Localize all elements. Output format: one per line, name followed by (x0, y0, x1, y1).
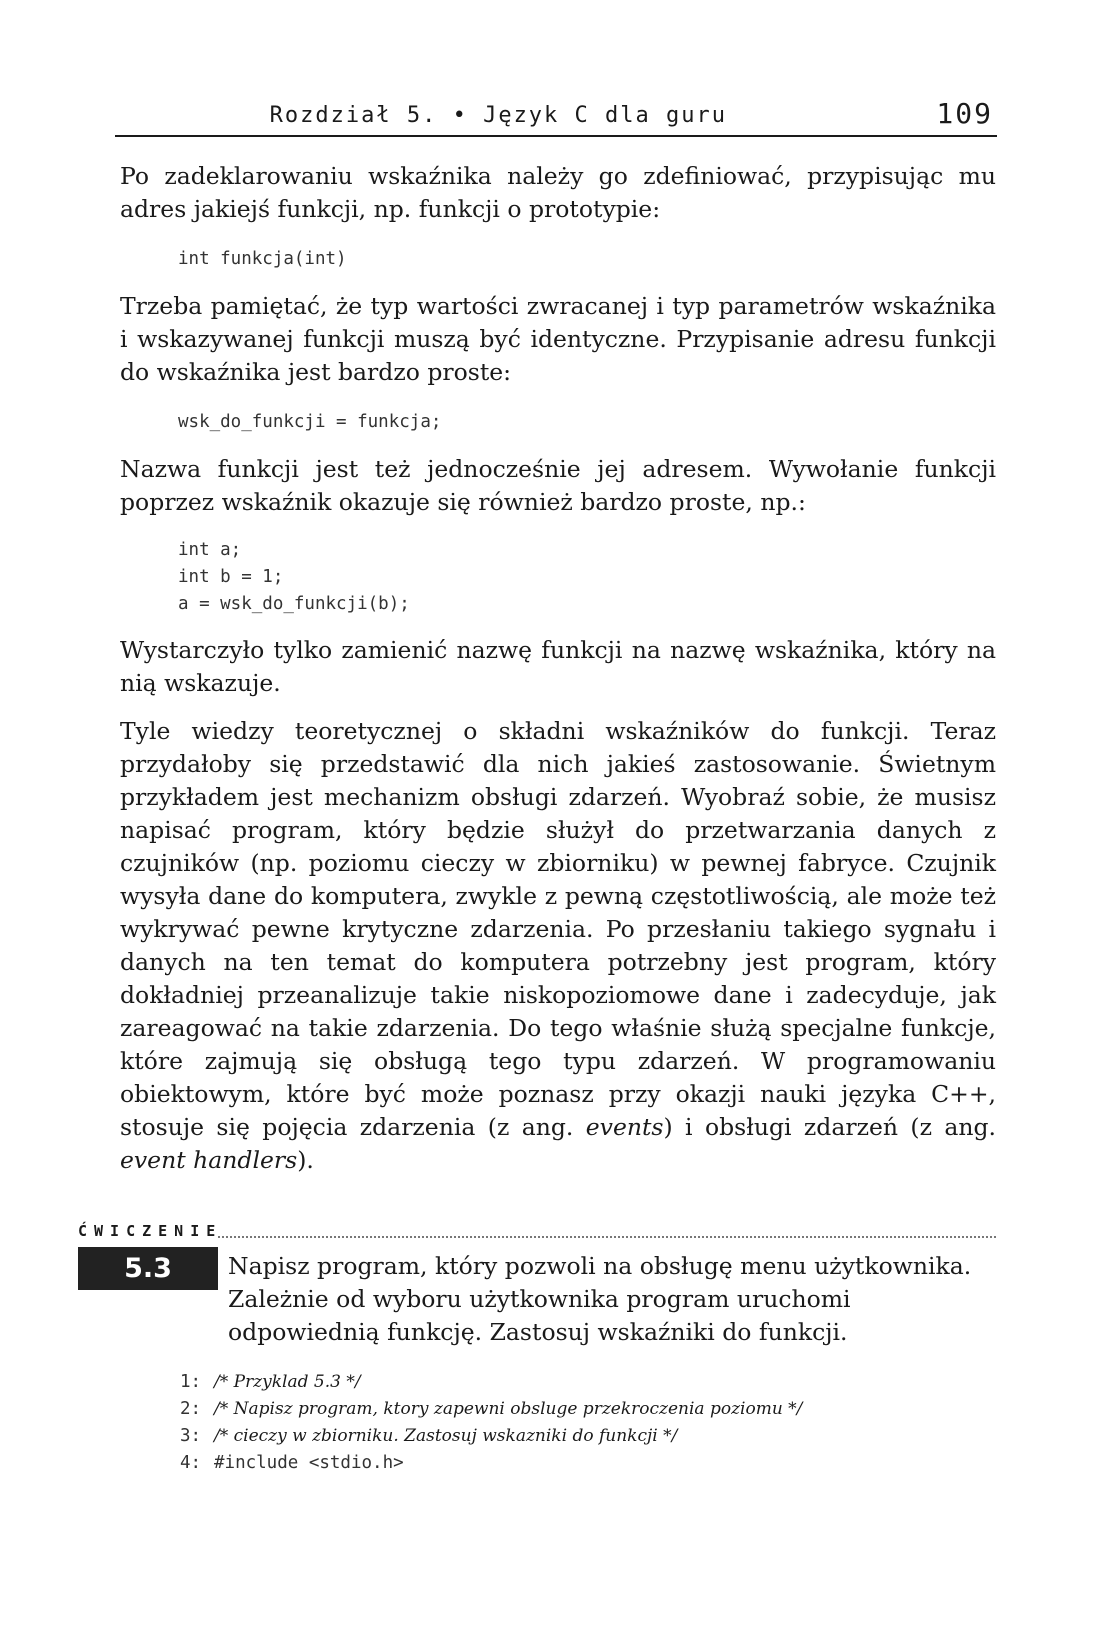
code-listing (180, 1368, 1000, 1476)
listing-line (180, 1395, 1000, 1422)
line-number: 4: (180, 1453, 202, 1473)
listing-line-text: /* Przyklad 5.3 */ (214, 1372, 361, 1392)
term-event-handlers: event handlers (120, 1146, 298, 1174)
running-title: Rozdział 5. • Język C dla guru (269, 103, 727, 128)
line-number: 2: (180, 1399, 202, 1419)
listing-line (180, 1422, 1000, 1449)
code-snippet-3: int a; int b = 1; a = wsk_do_funkcji(b); (178, 540, 410, 614)
exercise-text: Napisz program, który pozwoli na obsługę menu użytkownika. Zależnie od wyboru użytkownika program uruchomi odpowiednią funkcję. Zastosuj wskaźniki do funkcji. (228, 1252, 972, 1346)
paragraph-4: Wystarczyło tylko zamienić nazwę funkcji na nazwę wskaźnika, który na nią wskazuje. (120, 636, 996, 697)
exercise-block (78, 1222, 996, 1346)
listing-line-text: #include <stdio.h> (214, 1453, 404, 1473)
paragraph-5-text: Tyle wiedzy teoretycznej o składni wskaźników do funkcji. Teraz przydałoby się przedstawić dla nich jakieś zastosowanie. Świetnym przykładem jest mechanizm obsługi zdarzeń. Wyobraź sobie, że musisz napisać program, który będzie służył do przetwarzania danych z czujników (np. poziomu cieczy w zbiorniku) w pewnej fabryce. Czujnik wysyła dane do komputera, zwykle z pewną częstotliwością, ale może też wykrywać pewne krytyczne zdarzenia. Po przesłaniu takiego sygnału i danych na ten temat do komputera potrzebny jest program, który dokładniej przeanalizuje takie niskopoziomowe dane i zadecyduje, jak zareagować na takie zdarzenia. Do tego właśnie służą specjalne funkcje, które zajmują się obsługą tego typu zdarzeń. W programowaniu obiektowym, które być może poznasz przy okazji nauki języka C++, stosuje się pojęcia zdarzenia (z ang. (120, 717, 996, 1141)
code-snippet-2: wsk_do_funkcji = funkcja; (178, 412, 442, 432)
page-header (115, 95, 997, 137)
term-events: events (585, 1113, 664, 1141)
paragraph-3: Nazwa funkcji jest też jednocześnie jej adresem. Wywołanie funkcji poprzez wskaźnik okazuje się również bardzo proste, np.: (120, 455, 996, 516)
exercise-number-badge: 5.3 (78, 1247, 218, 1290)
exercise-label: ĆWICZENIE (78, 1222, 223, 1240)
paragraph-5 (120, 715, 996, 1177)
listing-line-text: /* cieczy w zbiorniku. Zastosuj wskazniki do funkcji */ (214, 1426, 678, 1446)
listing-line (180, 1368, 1000, 1395)
code-snippet-1: int funkcja(int) (178, 249, 347, 269)
paragraph-5-mid: ) i obsługi zdarzeń (z ang. (663, 1113, 996, 1141)
page-number: 109 (936, 97, 993, 130)
line-number: 3: (180, 1426, 202, 1446)
main-content (120, 160, 996, 1177)
exercise-divider (218, 1236, 996, 1238)
listing-line-text: /* Napisz program, ktory zapewni obsluge przekroczenia poziomu */ (214, 1399, 803, 1419)
paragraph-5-end: ). (297, 1146, 314, 1174)
paragraph-1: Po zadeklarowaniu wskaźnika należy go zdefiniować, przypisując mu adres jakiejś funkcji, np. funkcji o prototypie: (120, 162, 996, 223)
paragraph-2: Trzeba pamiętać, że typ wartości zwracanej i typ parametrów wskaźnika i wskazywanej funkcji muszą być identyczne. Przypisanie adresu funkcji do wskaźnika jest bardzo proste: (120, 292, 996, 386)
line-number: 1: (180, 1372, 202, 1392)
listing-line (180, 1449, 1000, 1476)
